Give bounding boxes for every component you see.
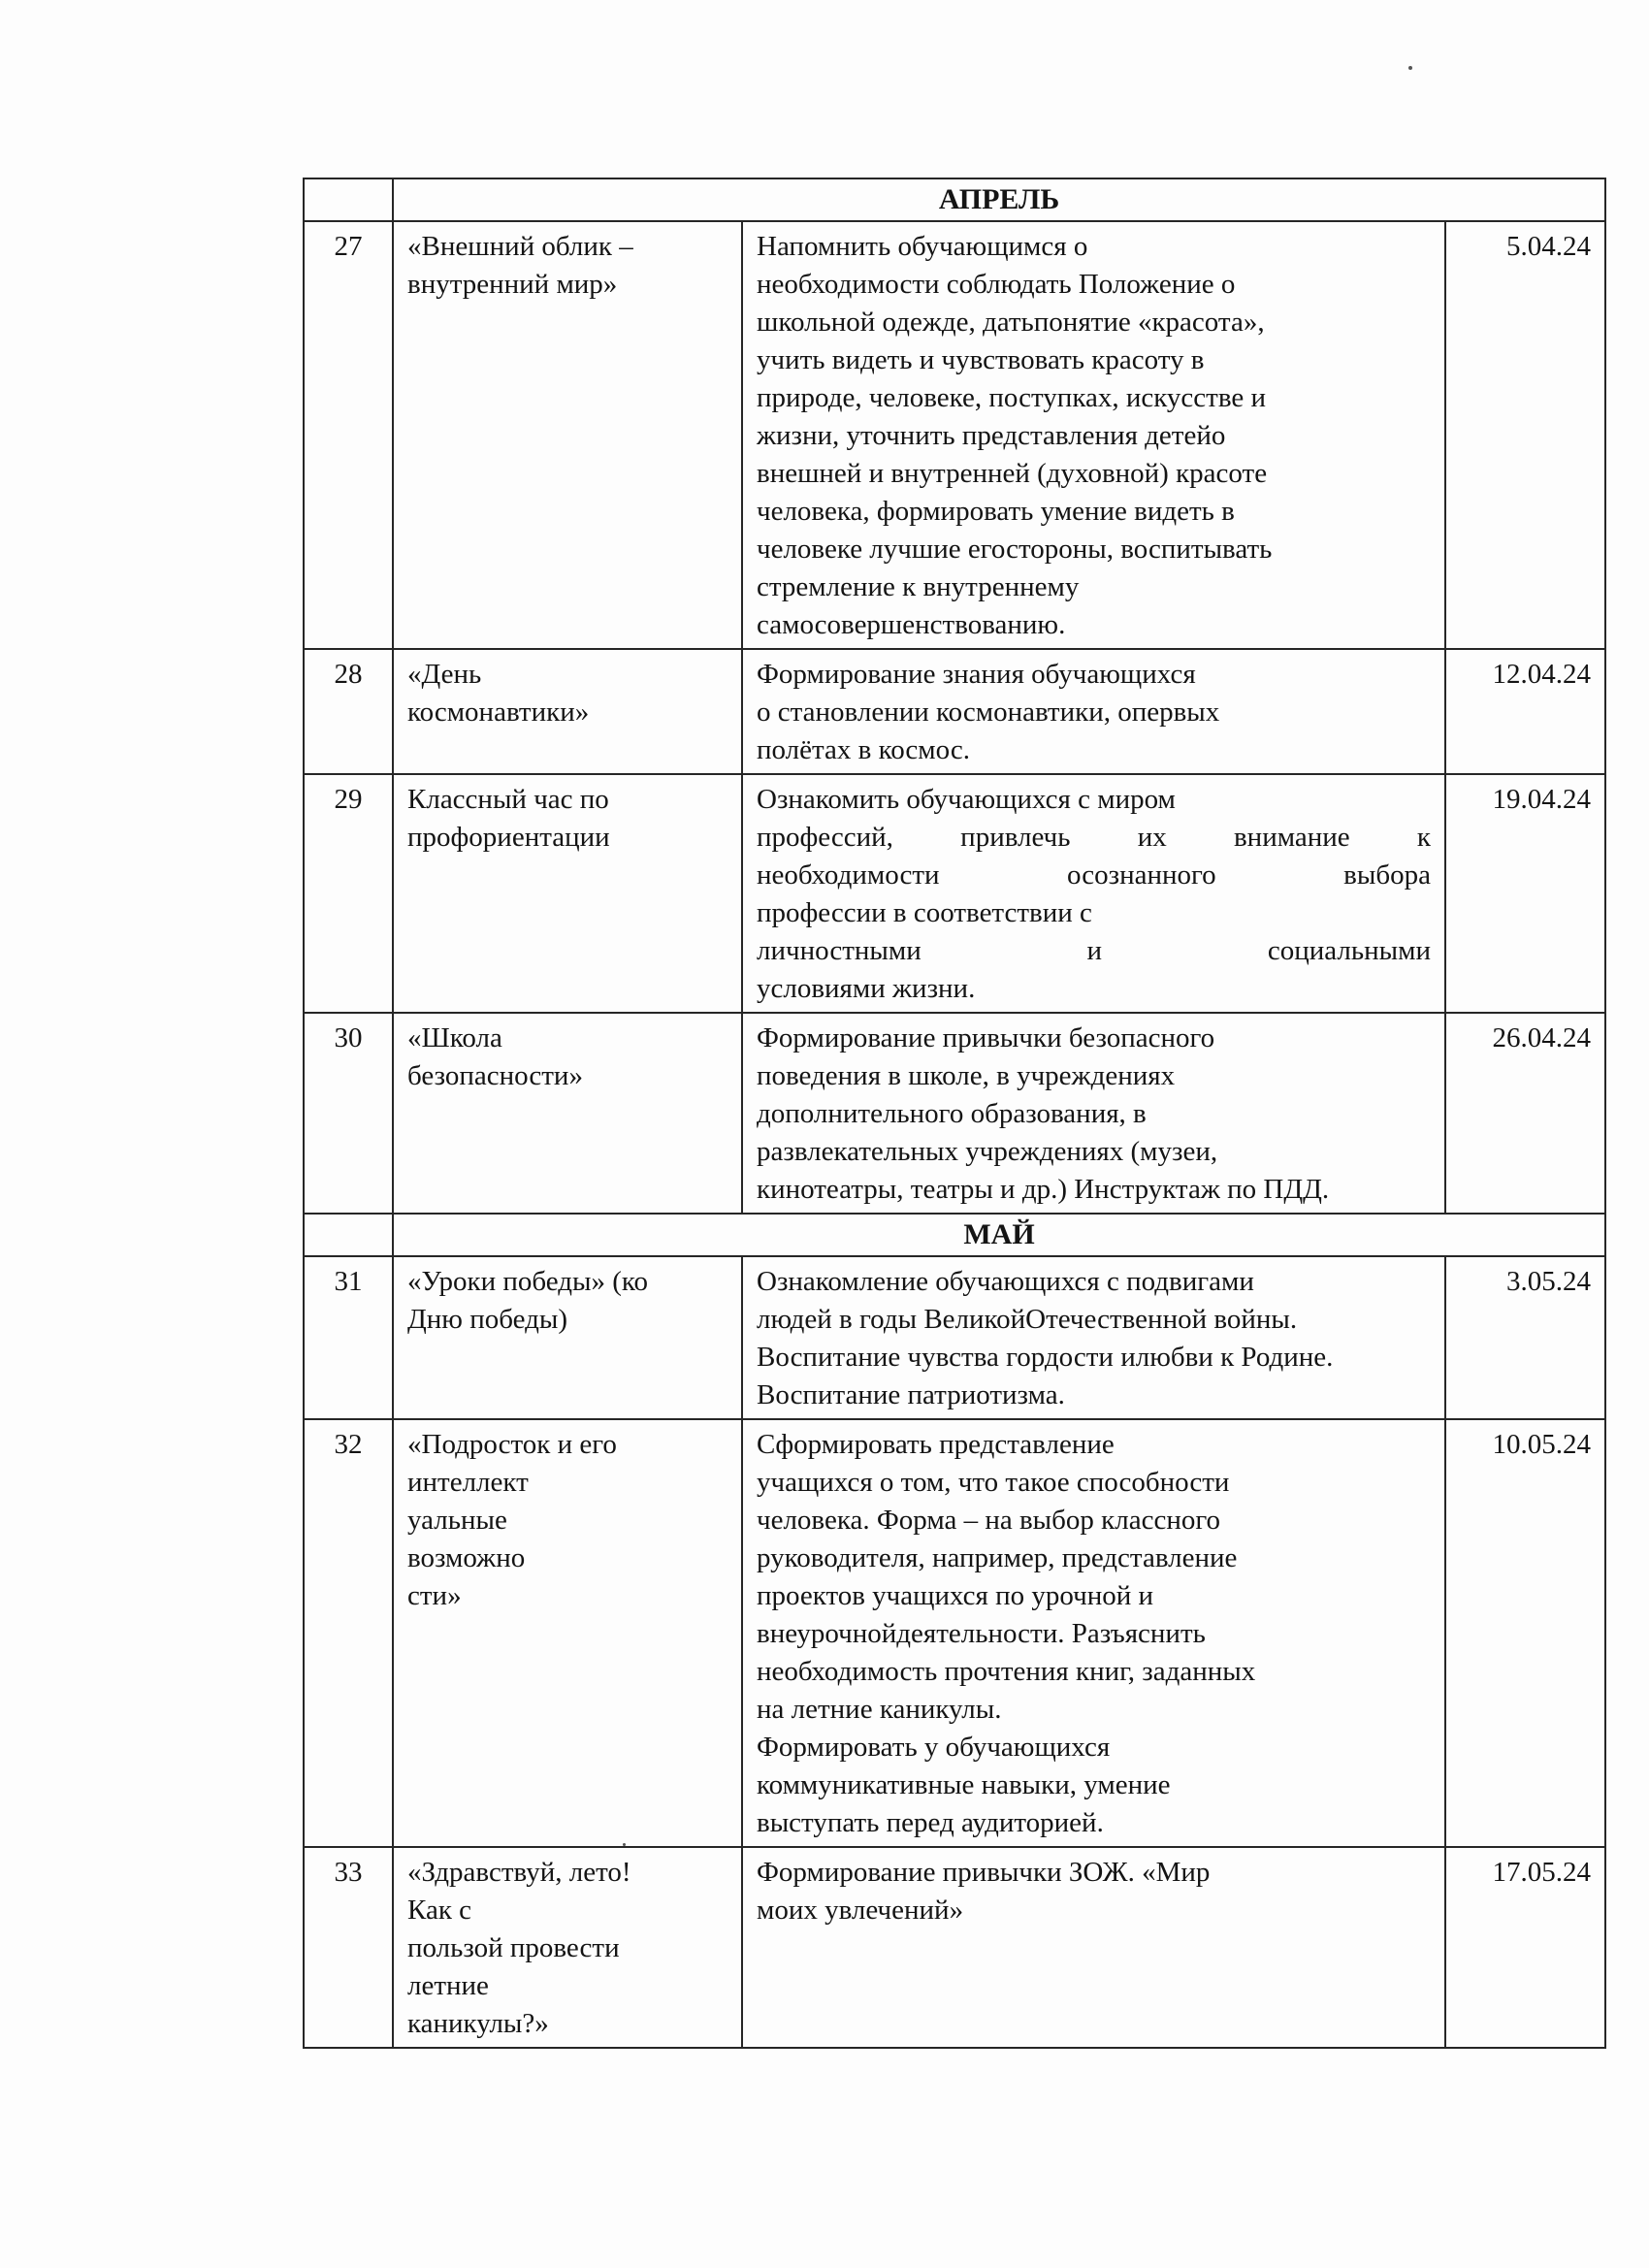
event-topic (393, 1847, 742, 2048)
event-plan-table (303, 178, 1606, 2049)
event-date: 12.04.24 (1445, 649, 1605, 774)
event-topic (393, 221, 742, 649)
event-description-line: личностными и социальными (757, 935, 1431, 966)
event-row (304, 1256, 1605, 1419)
event-description (742, 1256, 1445, 1419)
event-topic-line: «День (407, 659, 482, 690)
event-description-line: человека. Форма – на выбор классного (757, 1505, 1221, 1536)
event-description-line: руководителя, например, представление (757, 1542, 1238, 1573)
event-description-line: Ознакомление обучающихся с подвигами (757, 1266, 1254, 1297)
event-date: 10.05.24 (1445, 1419, 1605, 1847)
event-description-line: о становлении космонавтики, опервых (757, 697, 1220, 728)
event-row (304, 1419, 1605, 1847)
event-description (742, 649, 1445, 774)
event-topic-line: безопасности» (407, 1060, 583, 1091)
event-description-line: Сформировать представление (757, 1429, 1115, 1460)
event-number: 31 (304, 1256, 393, 1419)
event-description-line: учащихся о том, что такое способности (757, 1467, 1230, 1498)
event-description-line: Формирование знания обучающихся (757, 659, 1196, 690)
event-number: 32 (304, 1419, 393, 1847)
event-row (304, 221, 1605, 649)
event-description-line: условиями жизни. (757, 973, 976, 1004)
event-topic-line: космонавтики» (407, 697, 590, 728)
event-topic-line: «Внешний облик – (407, 231, 633, 262)
event-topic-line: «Уроки победы» (ко (407, 1266, 648, 1297)
event-description-line: Ознакомить обучающихся с миром (757, 784, 1176, 815)
event-description (742, 1419, 1445, 1847)
event-description-line: человека, формировать умение видеть в (757, 496, 1235, 527)
month-header-blank-cell (304, 178, 393, 221)
event-topic-line: каникулы?» (407, 2008, 549, 2039)
event-description-line: Воспитание чувства гордости илюбви к Родине. (757, 1342, 1334, 1373)
event-topic-line: возможно (407, 1542, 526, 1573)
event-topic-line: Классный час по (407, 784, 609, 815)
event-date: 3.05.24 (1445, 1256, 1605, 1419)
event-row (304, 649, 1605, 774)
event-description-line: коммуникативные навыки, умение (757, 1769, 1171, 1800)
event-description-line: учить видеть и чувствовать красоту в (757, 344, 1205, 375)
event-topic (393, 1013, 742, 1214)
event-date: 17.05.24 (1445, 1847, 1605, 2048)
event-topic (393, 1256, 742, 1419)
event-topic-line: пользой провести (407, 1932, 620, 1963)
event-description-line: Формирование привычки ЗОЖ. «Мир (757, 1857, 1211, 1888)
month-header-row (304, 1214, 1605, 1256)
month-header-row (304, 178, 1605, 221)
event-description-line: человеке лучшие егостороны, воспитывать (757, 534, 1273, 565)
event-description-line: выступать перед аудиторией. (757, 1807, 1104, 1838)
event-plan-body (304, 178, 1605, 2048)
event-description-line: проектов учащихся по урочной и (757, 1580, 1154, 1611)
event-topic-line: уальные (407, 1505, 507, 1536)
event-description (742, 774, 1445, 1013)
event-topic-line: «Здравствуй, лето! (407, 1857, 631, 1888)
event-description-line: Формировать у обучающихся (757, 1732, 1111, 1763)
event-number: 27 (304, 221, 393, 649)
event-description-line: Напомнить обучающимся о (757, 231, 1088, 262)
event-topic-line: летние (407, 1970, 489, 2001)
event-description (742, 1013, 1445, 1214)
event-description-line: развлекательных учреждениях (музеи, (757, 1136, 1218, 1167)
event-description-line: стремление к внутреннему (757, 571, 1080, 602)
event-topic (393, 774, 742, 1013)
month-header-blank-cell (304, 1214, 393, 1256)
event-topic-line: интеллект (407, 1467, 529, 1498)
event-number: 28 (304, 649, 393, 774)
event-date: 19.04.24 (1445, 774, 1605, 1013)
event-description (742, 1847, 1445, 2048)
event-date: 26.04.24 (1445, 1013, 1605, 1214)
event-topic (393, 649, 742, 774)
event-description (742, 221, 1445, 649)
event-description-line: полётах в космос. (757, 734, 970, 765)
event-description-line: Формирование привычки безопасного (757, 1022, 1215, 1053)
event-topic-line: Как с (407, 1895, 472, 1926)
event-description-line: поведения в школе, в учреждениях (757, 1060, 1176, 1091)
month-title: МАЙ (393, 1214, 1605, 1256)
event-description-line: самосовершенствованию. (757, 609, 1066, 640)
event-description-line: школьной одежде, датьпонятие «красота», (757, 307, 1265, 338)
event-topic-line: внутренний мир» (407, 269, 618, 300)
event-topic-line: «Школа (407, 1022, 502, 1053)
event-row (304, 1847, 1605, 2048)
event-description-line: необходимости осознанного выбора (757, 859, 1431, 891)
event-description-line: Воспитание патриотизма. (757, 1379, 1065, 1410)
event-number: 33 (304, 1847, 393, 2048)
event-topic-line: профориентации (407, 822, 610, 853)
event-description-line: дополнительного образования, в (757, 1098, 1147, 1129)
event-row (304, 1013, 1605, 1214)
month-title: АПРЕЛЬ (393, 178, 1605, 221)
event-description-line: кинотеатры, театры и др.) Инструктаж по ПДД. (757, 1174, 1330, 1205)
event-description-line: моих увлечений» (757, 1895, 964, 1926)
event-description-line: необходимости соблюдать Положение о (757, 269, 1236, 300)
event-row (304, 774, 1605, 1013)
event-topic-line: Дню победы) (407, 1304, 567, 1335)
event-description-line: необходимость прочтения книг, заданных (757, 1656, 1256, 1687)
event-topic (393, 1419, 742, 1847)
event-number: 29 (304, 774, 393, 1013)
event-description-line: профессий, привлечь их внимание к (757, 822, 1431, 853)
event-description-line: профессии в соответствии с (757, 897, 1092, 928)
event-description-line: людей в годы ВеликойОтечественной войны. (757, 1304, 1298, 1335)
event-description-line: жизни, уточнить представления детейо (757, 420, 1226, 451)
event-description-line: внеурочнойдеятельности. Разъяснить (757, 1618, 1206, 1649)
event-description-line: на летние каникулы. (757, 1694, 1002, 1725)
event-topic-line: «Подросток и его (407, 1429, 617, 1460)
scan-speck (1408, 66, 1412, 70)
event-description-line: природе, человеке, поступках, искусстве и (757, 382, 1266, 413)
event-topic-line: сти» (407, 1580, 462, 1611)
event-number: 30 (304, 1013, 393, 1214)
event-description-line: внешней и внутренней (духовной) красоте (757, 458, 1268, 489)
event-date: 5.04.24 (1445, 221, 1605, 649)
